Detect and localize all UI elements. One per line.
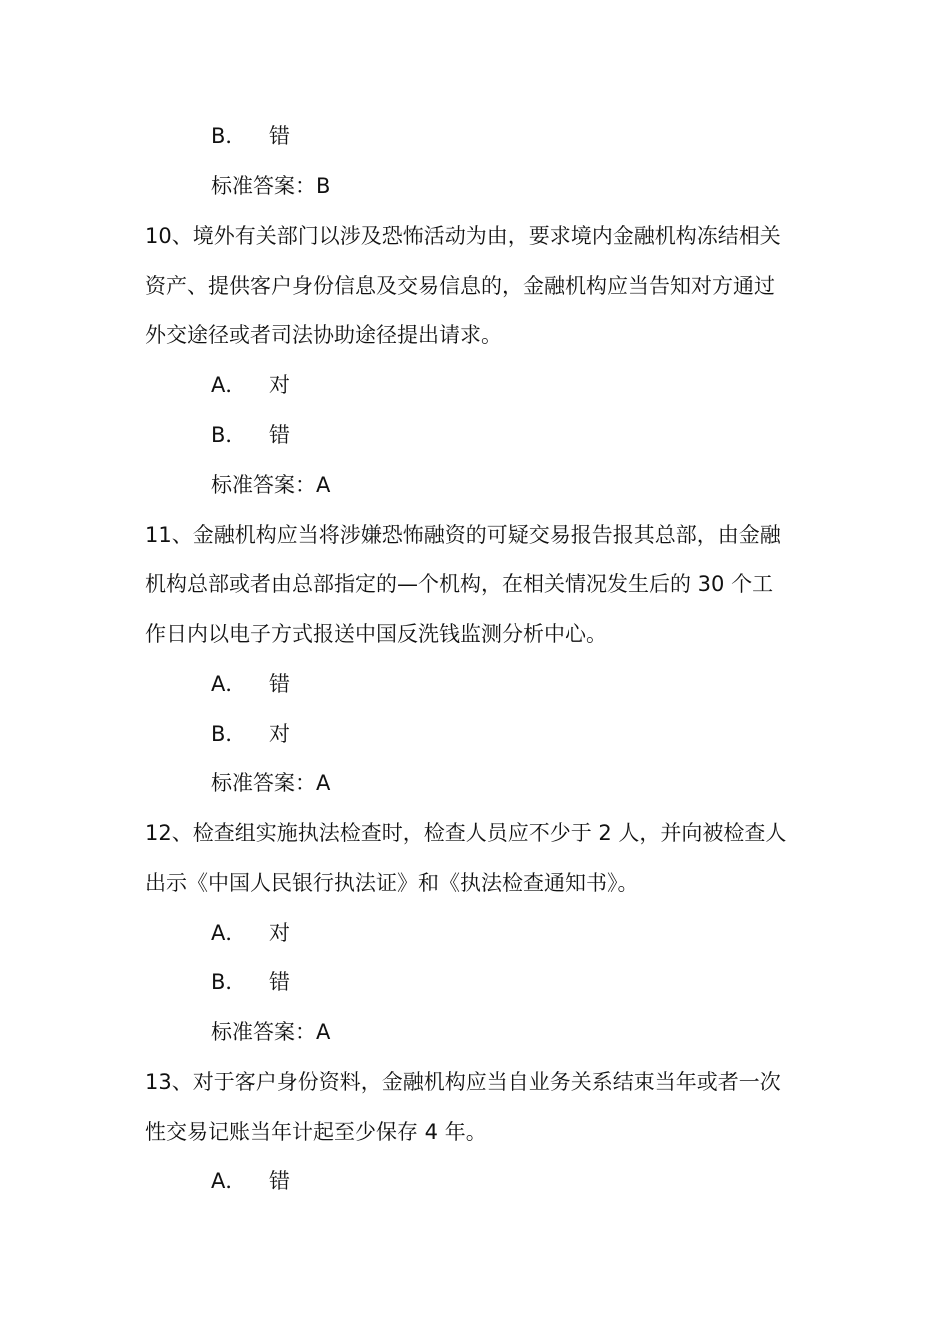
question-13-line-1: 13、对于客户身份资料，金融机构应当自业务关系结束当年或者一次 <box>145 1070 781 1094</box>
option-text: 错 <box>269 1169 290 1193</box>
question-10-answer: 标准答案：A <box>211 473 331 497</box>
option-letter: A． <box>211 672 247 696</box>
question-12-answer: 标准答案：A <box>211 1020 331 1044</box>
option-letter: A． <box>211 1169 247 1193</box>
option-text: 错 <box>269 124 290 148</box>
option-letter: B． <box>211 722 247 746</box>
option-letter: B． <box>211 423 247 447</box>
question-10-line-1: 10、境外有关部门以涉及恐怖活动为由，要求境内金融机构冻结相关 <box>145 224 781 248</box>
option-text: 对 <box>269 373 290 397</box>
question-12-line-2: 出示《中国人民银行执法证》和《执法检查通知书》。 <box>145 871 639 895</box>
option-text: 对 <box>269 722 290 746</box>
question-11-option-b <box>211 719 290 749</box>
option-letter: A． <box>211 921 247 945</box>
question-11-option-a <box>211 669 290 699</box>
question-12-option-a <box>211 918 290 948</box>
question-10-option-a <box>211 370 290 400</box>
question-12-line-1: 12、检查组实施执法检查时，检查人员应不少于 2 人，并向被检查人 <box>145 821 787 845</box>
question-11-answer: 标准答案：A <box>211 771 331 795</box>
question-10-line-2: 资产、提供客户身份信息及交易信息的，金融机构应当告知对方通过 <box>145 274 775 298</box>
question-10-option-b <box>211 420 290 450</box>
option-text: 错 <box>269 672 290 696</box>
question-13-option-a <box>211 1166 290 1196</box>
option-letter: B． <box>211 124 247 148</box>
question-11-line-3: 作日内以电子方式报送中国反洗钱监测分析中心。 <box>145 622 607 646</box>
question-10-line-3: 外交途径或者司法协助途径提出请求。 <box>145 323 502 347</box>
question-13-line-2: 性交易记账当年计起至少保存 4 年。 <box>145 1120 487 1144</box>
question-11-line-1: 11、金融机构应当将涉嫌恐怖融资的可疑交易报告报其总部，由金融 <box>145 523 781 547</box>
prev-answer: 标准答案：B <box>211 174 331 198</box>
option-text: 错 <box>269 423 290 447</box>
question-11-line-2: 机构总部或者由总部指定的—个机构，在相关情况发生后的 30 个工 <box>145 572 774 596</box>
prev-option-b <box>211 121 290 151</box>
option-text: 对 <box>269 921 290 945</box>
option-text: 错 <box>269 970 290 994</box>
option-letter: A． <box>211 373 247 397</box>
question-12-option-b <box>211 967 290 997</box>
option-letter: B． <box>211 970 247 994</box>
